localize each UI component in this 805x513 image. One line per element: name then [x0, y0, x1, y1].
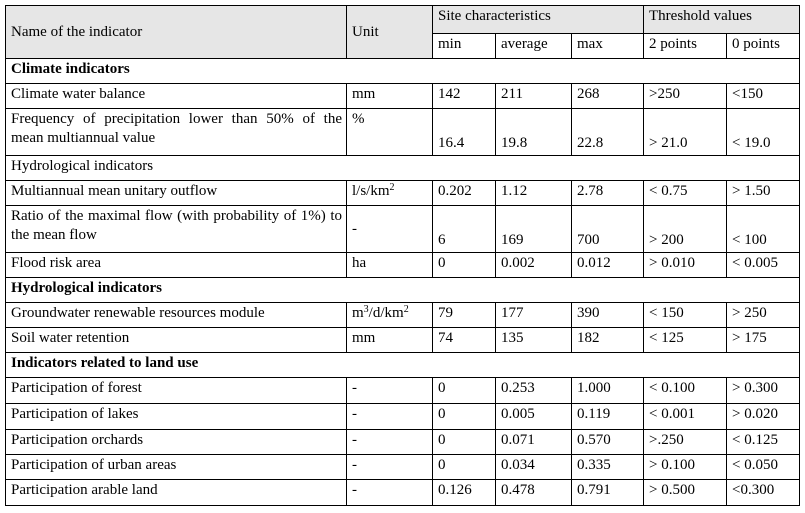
threshold-0-points: > 0.020: [727, 404, 800, 430]
threshold-0-points: > 175: [727, 328, 800, 353]
indicator-unit: ha: [347, 253, 433, 278]
value-min: 0: [433, 455, 496, 480]
indicator-name: Frequency of precipitation lower than 50% of the mean multiannual value: [6, 109, 347, 156]
value-max: 0.012: [572, 253, 644, 278]
indicator-unit: -: [347, 378, 433, 404]
value-max: 390: [572, 303, 644, 328]
value-min: 0: [433, 253, 496, 278]
value-average: 19.8: [496, 109, 572, 156]
value-average: 0.002: [496, 253, 572, 278]
table-row: [6, 181, 800, 206]
threshold-2-points: < 0.100: [644, 378, 727, 404]
unit-base: l/s/km: [352, 183, 390, 199]
indicator-name: Participation of forest: [6, 378, 347, 404]
threshold-0-points: <150: [727, 84, 800, 109]
table-row: [6, 480, 800, 506]
indicator-name: Participation of urban areas: [6, 455, 347, 480]
header-threshold-values: Threshold values: [644, 6, 800, 34]
threshold-0-points: < 100: [727, 206, 800, 253]
value-min: 74: [433, 328, 496, 353]
threshold-2-points: >.250: [644, 430, 727, 455]
header-max: max: [572, 34, 644, 59]
indicator-unit: [347, 181, 433, 206]
indicator-name: Participation arable land: [6, 480, 347, 506]
header-2-points: 2 points: [644, 34, 727, 59]
table-row: [6, 109, 800, 156]
threshold-2-points: > 21.0: [644, 109, 727, 156]
section-row: [6, 59, 800, 84]
value-max: 268: [572, 84, 644, 109]
value-max: 0.570: [572, 430, 644, 455]
unit-exponent: 2: [389, 182, 395, 193]
table-row: [6, 84, 800, 109]
value-average: 169: [496, 206, 572, 253]
indicator-name: Flood risk area: [6, 253, 347, 278]
header-min: min: [433, 34, 496, 59]
indicator-name: Multiannual mean unitary outflow: [6, 181, 347, 206]
header-site-characteristics: Site characteristics: [433, 6, 644, 34]
value-average: 0.478: [496, 480, 572, 506]
indicator-name: Soil water retention: [6, 328, 347, 353]
threshold-2-points: > 0.500: [644, 480, 727, 506]
indicator-name: Groundwater renewable resources module: [6, 303, 347, 328]
threshold-0-points: < 0.005: [727, 253, 800, 278]
value-max: 0.335: [572, 455, 644, 480]
section-row: [6, 278, 800, 303]
indicator-unit: %: [347, 109, 433, 156]
indicators-table: [5, 5, 800, 506]
section-row: [6, 156, 800, 181]
header-unit: Unit: [347, 6, 433, 59]
indicator-unit: [347, 303, 433, 328]
value-min: 142: [433, 84, 496, 109]
threshold-0-points: > 0.300: [727, 378, 800, 404]
value-average: 211: [496, 84, 572, 109]
indicator-unit: -: [347, 404, 433, 430]
value-max: 22.8: [572, 109, 644, 156]
value-average: 0.071: [496, 430, 572, 455]
value-min: 6: [433, 206, 496, 253]
table-row: [6, 455, 800, 480]
threshold-2-points: < 125: [644, 328, 727, 353]
value-max: 0.119: [572, 404, 644, 430]
value-average: 0.253: [496, 378, 572, 404]
threshold-0-points: > 1.50: [727, 181, 800, 206]
table-row: [6, 430, 800, 455]
threshold-2-points: < 150: [644, 303, 727, 328]
threshold-2-points: >250: [644, 84, 727, 109]
table-row: [6, 378, 800, 404]
unit-exponent-b: 2: [403, 304, 409, 315]
indicator-unit: -: [347, 480, 433, 506]
indicator-unit: -: [347, 206, 433, 253]
value-min: 0: [433, 378, 496, 404]
value-min: 0.126: [433, 480, 496, 506]
threshold-2-points: < 0.75: [644, 181, 727, 206]
indicators-table-container: [5, 5, 800, 506]
indicator-unit: -: [347, 430, 433, 455]
section-climate: Climate indicators: [6, 59, 800, 84]
threshold-2-points: < 0.001: [644, 404, 727, 430]
value-min: 0: [433, 404, 496, 430]
threshold-0-points: < 0.125: [727, 430, 800, 455]
value-min: 79: [433, 303, 496, 328]
value-max: 2.78: [572, 181, 644, 206]
unit-exponent-a: 3: [363, 304, 369, 315]
value-max: 182: [572, 328, 644, 353]
threshold-0-points: > 250: [727, 303, 800, 328]
unit-part-b: /d/km: [368, 305, 404, 321]
section-hydrological: Hydrological indicators: [6, 156, 800, 181]
value-min: 0.202: [433, 181, 496, 206]
value-min: 16.4: [433, 109, 496, 156]
threshold-2-points: > 0.100: [644, 455, 727, 480]
indicator-name: Climate water balance: [6, 84, 347, 109]
unit-part-a: m: [352, 305, 364, 321]
value-min: 0: [433, 430, 496, 455]
header-average: average: [496, 34, 572, 59]
value-max: 0.791: [572, 480, 644, 506]
value-average: 0.034: [496, 455, 572, 480]
indicator-unit: mm: [347, 84, 433, 109]
section-land-use: Indicators related to land use: [6, 353, 800, 378]
indicator-name: Ratio of the maximal flow (with probability of 1%) to the mean flow: [6, 206, 347, 253]
table-row: [6, 206, 800, 253]
indicator-unit: mm: [347, 328, 433, 353]
table-row: [6, 404, 800, 430]
header-row-top: [6, 6, 800, 34]
threshold-0-points: < 19.0: [727, 109, 800, 156]
table-row: [6, 328, 800, 353]
indicator-unit: -: [347, 455, 433, 480]
value-average: 1.12: [496, 181, 572, 206]
table-row: [6, 303, 800, 328]
table-row: [6, 253, 800, 278]
value-average: 177: [496, 303, 572, 328]
threshold-2-points: > 200: [644, 206, 727, 253]
section-row: [6, 353, 800, 378]
value-max: 700: [572, 206, 644, 253]
value-average: 135: [496, 328, 572, 353]
indicator-name: Participation orchards: [6, 430, 347, 455]
header-0-points: 0 points: [727, 34, 800, 59]
threshold-2-points: > 0.010: [644, 253, 727, 278]
value-max: 1.000: [572, 378, 644, 404]
section-hydrological-bold: Hydrological indicators: [6, 278, 800, 303]
header-name: Name of the indicator: [6, 6, 347, 59]
threshold-0-points: < 0.050: [727, 455, 800, 480]
indicator-name: Participation of lakes: [6, 404, 347, 430]
threshold-0-points: <0.300: [727, 480, 800, 506]
value-average: 0.005: [496, 404, 572, 430]
